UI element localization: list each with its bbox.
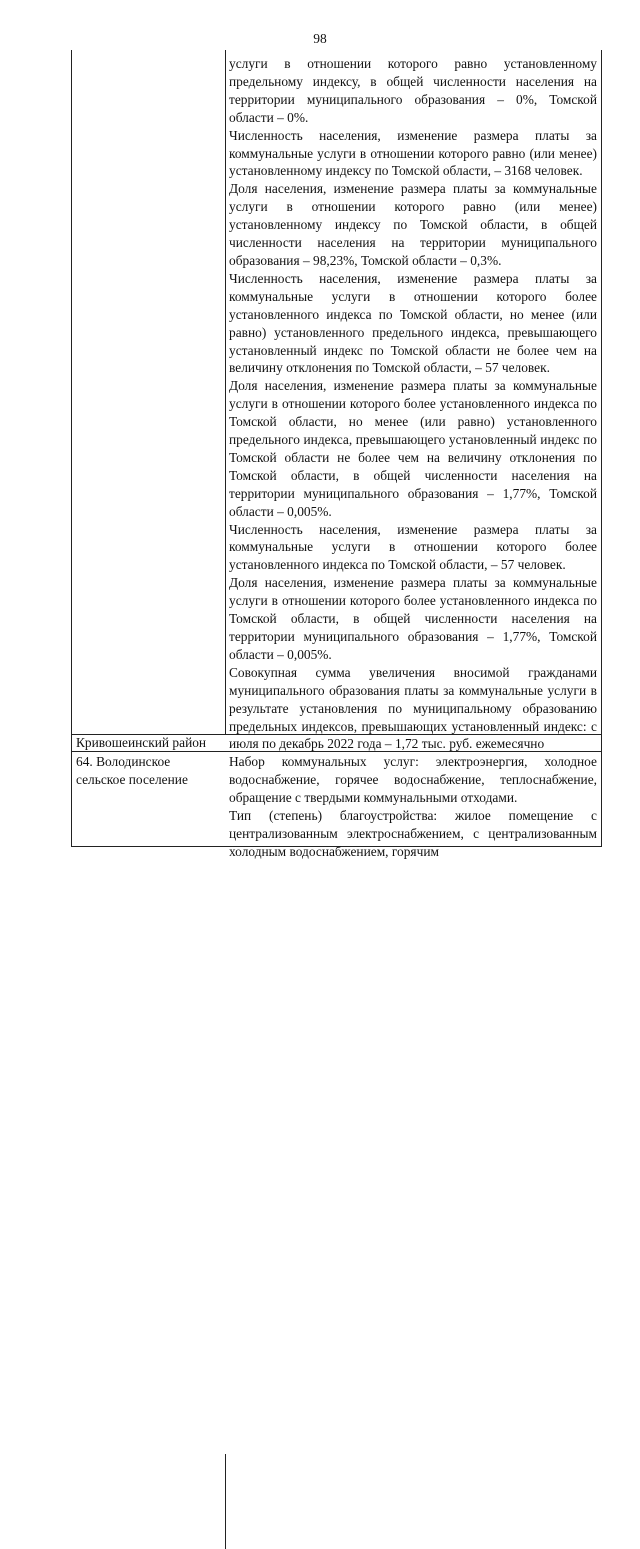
- paragraph-total-increase: Совокупная сумма увеличения вносимой гражданами муниципального образования платы за коммунальные услуги в результате установления по муниципальному образованию предельных индексов, превышающих установленный индекс: с июля по декабрь 2022 года – 1,72 тыс. руб. ежемесячно: [229, 664, 597, 752]
- settlement-name: 64. Володинское сельское поселение: [76, 754, 188, 787]
- table-row-region: [72, 734, 601, 752]
- paragraph-share-between-indices: Доля населения, изменение размера платы за коммунальные услуги в отношении которого более установленного индекса по Томской области, но менее (или равно) установленного предельного индекса, превышающего установленный индекс по Томской области не более чем на величину отклонения по Томской области, в общей численности населения на территории муниципального образования – 1,77%, Томской области – 0,005%.: [229, 378, 597, 519]
- paragraph-count-below-index: Численность населения, изменение размера платы за коммунальные услуги в отношении которого равно (или менее) установленному индексу по Томской области, – 3168 человек.: [229, 127, 597, 179]
- paragraph-count-above-index: Численность населения, изменение размера платы за коммунальные услуги в отношении которого более установленного индекса по Томской области, – 57 человек.: [229, 521, 597, 573]
- paragraph-share-below-index: Доля населения, изменение размера платы за коммунальные услуги в отношении которого равно (или менее) установленному индексу по Томской области, в общей численности населения на территории муниципального образования – 98,23%, Томской области – 0,3%.: [229, 181, 597, 268]
- continuation-text-cell: [229, 55, 597, 753]
- paragraph-share-above-index: Доля населения, изменение размера платы за коммунальные услуги в отношении которого более установленного индекса по Томской области, в общей численности населения на территории муниципального образования – 1,77%, Томской области – 0,005%.: [229, 575, 597, 662]
- paragraph-amenity-type: Тип (степень) благоустройства: жилое помещение с централизованным электроснабжением, с централизованным холодным водоснабжением, горячим: [229, 807, 597, 859]
- settlement-text-cell: [229, 753, 597, 860]
- region-name: Кривошеинский район: [76, 735, 207, 750]
- utility-index-table: [71, 50, 602, 859]
- table-row-settlement: [72, 752, 601, 859]
- column-divider: [225, 50, 226, 734]
- page-number: 98: [313, 31, 327, 46]
- paragraph-count-between-indices: Численность населения, изменение размера платы за коммунальные услуги в отношении которого более установленного индекса по Томской области, но менее (или равно) установленного предельного индекса, превышающего установленный индекс по Томской области не более чем на величину отклонения по Томской области, – 57 человек.: [229, 270, 597, 376]
- paragraph-share-equal-limit: услуги в отношении которого равно установленному предельному индексу, в общей численности населения на территории муниципального образования – 0%, Томской области – 0%.: [229, 56, 597, 125]
- paragraph-utility-set: Набор коммунальных услуг: электроэнергия, холодное водоснабжение, горячее водоснабжение, теплоснабжение, обращение с твердыми коммунальными отходами.: [229, 754, 597, 805]
- column-divider: [225, 1454, 226, 1549]
